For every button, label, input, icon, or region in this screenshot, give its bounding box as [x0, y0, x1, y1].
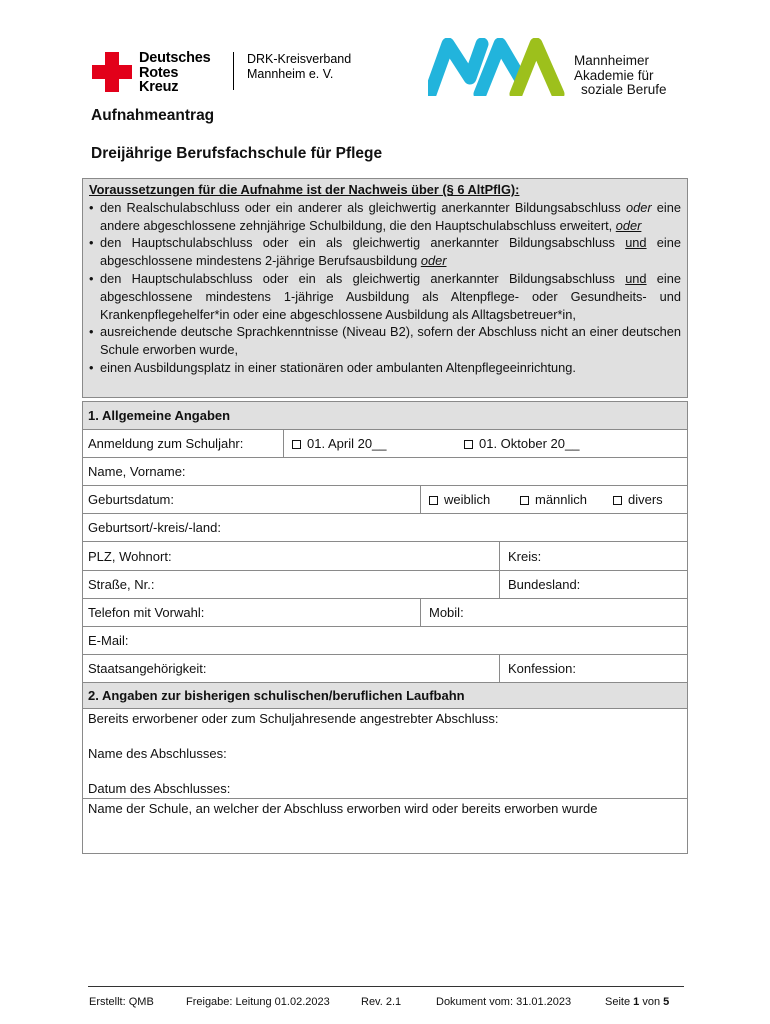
requirement-item: • einen Ausbildungsplatz in einer stationären oder ambulanten Altenpflegeeinrichtung.	[89, 359, 681, 377]
april-option[interactable]: 01. April 20__	[287, 430, 387, 457]
telefon-label: Telefon mit Vorwahl:	[88, 604, 205, 620]
drk-organization: DRK-Kreisverband Mannheim e. V.	[247, 52, 352, 81]
name-label: Name, Vorname:	[88, 464, 186, 480]
weiblich-option[interactable]: weiblich	[424, 486, 490, 513]
requirements-box	[82, 178, 688, 398]
requirement-item: • den Hauptschulabschluss oder ein als gleichwertig anerkannter Bildungsabschluss und eine abgeschlossene mindestens 2-jährige Berufsausbildung oder	[89, 234, 681, 270]
checkbox-icon[interactable]	[292, 440, 301, 449]
plz-label: PLZ, Wohnort:	[88, 548, 172, 564]
datum-abschluss-label: Datum des Abschlusses:	[88, 780, 231, 796]
requirement-item: • den Hauptschulabschluss oder ein als gleichwertig anerkannter Bildungsabschluss und eine abgeschlossene mindestens 1-jährige Ausbildung als Altenpflege- oder Gesundheits- und Krankenpflegehelfer*in oder eine abgeschlossene Ausbildung als Alltagsbetreuer*in,	[89, 270, 681, 323]
checkbox-icon[interactable]	[429, 496, 438, 505]
name-row[interactable]	[83, 458, 687, 486]
konfession-label: Konfession:	[508, 660, 576, 676]
divers-option[interactable]: divers	[608, 486, 663, 513]
checkbox-icon[interactable]	[520, 496, 529, 505]
email-row[interactable]	[83, 627, 687, 655]
plz-row[interactable]	[83, 542, 687, 570]
logo-divider	[233, 52, 234, 90]
mam-wordmark: Mannheimer Akademie für soziale Berufe	[574, 53, 667, 97]
checkbox-icon[interactable]	[464, 440, 473, 449]
checkbox-icon[interactable]	[613, 496, 622, 505]
section1-header	[83, 402, 687, 430]
footer-page-number: Seite 1 von 5	[605, 996, 670, 1008]
page-header	[0, 0, 770, 100]
strasse-row[interactable]	[83, 571, 687, 599]
geburtsdatum-label: Geburtsdatum:	[88, 492, 174, 508]
document-subtitle: Dreijährige Berufsfachschule für Pflege	[91, 145, 383, 162]
name-abschluss-label: Name des Abschlusses:	[88, 745, 227, 761]
red-cross-logo-icon	[92, 52, 132, 92]
footer-dokument-datum: Dokument vom: 31.01.2023	[436, 996, 572, 1008]
footer-divider	[88, 986, 684, 987]
schooljahr-label: Anmeldung zum Schuljahr:	[88, 436, 244, 452]
strasse-label: Straße, Nr.:	[88, 576, 155, 592]
requirement-item: • den Realschulabschluss oder ein anderer als gleichwertig anerkannter Bildungsabschluss oder eine andere abgeschlossene zehnjährige Schulbildung, die den Hauptschulabschluss erweitert, oder	[89, 199, 681, 235]
document-title: Aufnahmeantrag	[91, 107, 215, 124]
mam-logo-icon	[428, 38, 566, 96]
bundesland-label: Bundesland:	[508, 576, 581, 592]
application-form	[82, 401, 688, 854]
abschluss-label: Bereits erworbener oder zum Schuljahresende angestrebter Abschluss:	[88, 710, 499, 726]
geburtsort-label: Geburtsort/-kreis/-land:	[88, 520, 221, 536]
footer-revision: Rev. 2.1	[361, 996, 402, 1008]
geburtsort-row[interactable]	[83, 514, 687, 542]
abschluss-block[interactable]	[83, 709, 687, 799]
staat-label: Staatsangehörigkeit:	[88, 660, 207, 676]
requirements-heading: Voraussetzungen für die Aufnahme ist der Nachweis über (§ 6 AltPflG):	[89, 182, 520, 197]
telefon-row[interactable]	[83, 599, 687, 627]
schule-block[interactable]	[83, 799, 687, 853]
staat-row[interactable]	[83, 655, 687, 683]
schule-label: Name der Schule, an welcher der Abschluss erworben wird oder bereits erworben wurde	[88, 800, 598, 816]
kreis-label: Kreis:	[508, 548, 542, 564]
maennlich-option[interactable]: männlich	[515, 486, 587, 513]
section2-header	[83, 683, 687, 709]
mobil-label: Mobil:	[429, 604, 464, 620]
section2-heading: 2. Angaben zur bisherigen schulischen/beruflichen Laufbahn	[88, 687, 465, 703]
email-label: E-Mail:	[88, 632, 129, 648]
section1-heading: 1. Allgemeine Angaben	[88, 408, 231, 424]
drk-wordmark: Deutsches Rotes Kreuz	[139, 50, 211, 95]
geburtsdatum-row	[83, 486, 687, 514]
oktober-option[interactable]: 01. Oktober 20__	[459, 430, 579, 457]
footer-erstellt: Erstellt: QMB	[89, 996, 154, 1008]
schooljahr-row	[83, 430, 687, 458]
requirements-list	[89, 199, 681, 377]
footer-freigabe: Freigabe: Leitung 01.02.2023	[186, 996, 330, 1008]
requirement-item: • ausreichende deutsche Sprachkenntnisse (Niveau B2), sofern der Abschluss nicht an einer deutschen Schule erworben wurde,	[89, 323, 681, 359]
